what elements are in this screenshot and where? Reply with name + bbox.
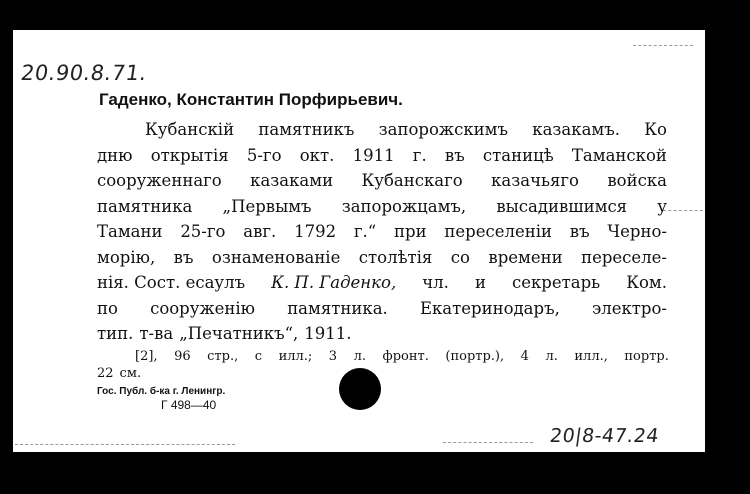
title-line: морію, въ ознаменованіе столѣтія со времени переселе- <box>97 247 667 267</box>
author-heading: Гаденко, Константин Порфирьевич. <box>99 90 403 109</box>
author-statement-line: нія. Сост. есаулъ К. П. Гаденко, чл. и секретарь Ком. <box>97 270 667 296</box>
description-line: [2], 96 стр., с илл.; 3 л. фронт. (портр.), 4 л. илл., портр. <box>135 349 669 364</box>
shelf-mark-bottom: 20|8-47.24 <box>548 425 661 447</box>
library-stamp: Гос. Публ. б-ка г. Ленингр. <box>97 386 226 397</box>
title-line: сооруженнаго казаками Кубанскаго казачьяго войска <box>97 171 667 190</box>
title-line: Тамани 25-го авг. 1792 г.“ при переселеніи въ Черно- <box>97 222 667 241</box>
title-line: Кубанскій памятникъ запорожскимъ казакамъ. Ко <box>145 120 667 139</box>
shelf-mark-top: 20.90.8.71. <box>19 61 149 85</box>
scan-dash-line <box>663 210 703 211</box>
physical-description <box>97 348 669 382</box>
description-line: 22 см. <box>97 366 142 381</box>
scan-dash-line <box>15 444 235 445</box>
punch-hole <box>339 368 381 410</box>
scan-dash-line <box>633 45 693 46</box>
call-number: Г 498—40 <box>161 398 217 412</box>
title-line: памятника „Первымъ запорожцамъ, высадившимся у <box>97 196 667 216</box>
publisher-line: по сооруженію памятника. Екатеринодаръ, электро- <box>97 298 667 318</box>
catalog-card <box>13 30 705 452</box>
title-line: дню открытія 5-го окт. 1911 г. въ станицѣ Таманской <box>97 145 667 165</box>
scan-dash-line <box>443 442 533 443</box>
title-block <box>97 117 667 347</box>
publisher-line: тип. т-ва „Печатникъ“, 1911. <box>97 324 352 343</box>
compiler-name: К. П. Гаденко, <box>271 273 397 292</box>
